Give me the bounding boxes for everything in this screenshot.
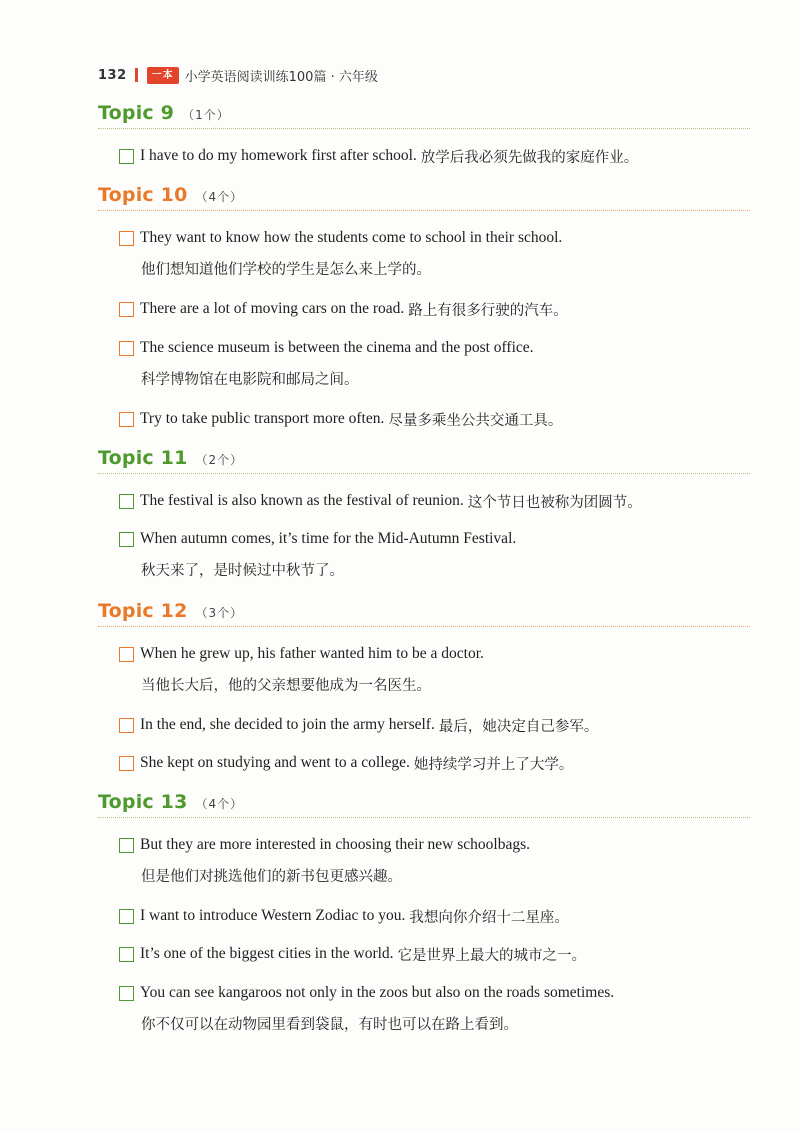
sentence-english: There are a lot of moving cars on the road.	[140, 300, 405, 317]
sentence-chinese: 他们想知道他们学校的学生是怎么来上学的。	[141, 262, 431, 278]
sentence-item	[119, 713, 739, 737]
sentence-item	[119, 407, 739, 431]
checkbox[interactable]	[119, 494, 134, 509]
brand-logo: 一本	[147, 67, 179, 84]
topic-13-heading	[98, 791, 750, 818]
sentence-english: They want to know how the students come to school in their school.	[140, 229, 563, 246]
topic-11-heading	[98, 447, 750, 474]
sentence-item	[119, 144, 739, 168]
sentence-chinese: 放学后我必须先做我的家庭作业。	[420, 149, 639, 166]
sentence-chinese: 科学博物馆在电影院和邮局之间。	[141, 372, 359, 388]
sentence-chinese: 她持续学习并上了大学。	[413, 756, 574, 773]
sentence-chinese: 秋天来了，是时候过中秋节了。	[141, 563, 344, 579]
sentence-item	[119, 489, 739, 513]
topic-count: （3个）	[195, 606, 244, 620]
sentence-chinese: 这个节日也被称为团圆节。	[467, 494, 642, 511]
sentence-english: But they are more interested in choosing their new schoolbags.	[140, 836, 530, 853]
checkbox[interactable]	[119, 532, 134, 547]
sentence-english: You can see kangaroos not only in the zoos but also on the roads sometimes.	[140, 984, 615, 1001]
sentence-english: Try to take public transport more often.	[140, 410, 385, 427]
sentence-item	[119, 226, 739, 282]
sentence-chinese: 它是世界上最大的城市之一。	[397, 947, 587, 964]
page-number: 132	[98, 67, 127, 83]
topic-title: Topic 10	[98, 184, 188, 206]
topic-count: （2个）	[195, 453, 244, 467]
page-header	[98, 64, 378, 86]
checkbox[interactable]	[119, 909, 134, 924]
sentence-english: The festival is also known as the festival of reunion.	[140, 492, 464, 509]
sentence-english: In the end, she decided to join the army herself.	[140, 716, 435, 733]
topic-9-heading	[98, 102, 750, 129]
sentence-item	[119, 527, 739, 583]
topic-title: Topic 13	[98, 791, 188, 813]
sentence-item	[119, 904, 739, 928]
sentence-chinese: 路上有很多行驶的汽车。	[408, 302, 568, 319]
checkbox[interactable]	[119, 718, 134, 733]
checkbox[interactable]	[119, 302, 134, 317]
sentence-english: When autumn comes, it’s time for the Mid-Autumn Festival.	[140, 530, 517, 547]
topic-count: （4个）	[195, 797, 244, 811]
sentence-chinese: 你不仅可以在动物园里看到袋鼠，有时也可以在路上看到。	[141, 1017, 518, 1033]
topic-title: Topic 9	[98, 102, 175, 124]
checkbox[interactable]	[119, 756, 134, 771]
sentence-item	[119, 642, 739, 698]
sentence-chinese: 最后，她决定自己参军。	[438, 718, 599, 735]
book-title: 小学英语阅读训练100篇 · 六年级	[184, 69, 378, 85]
sentence-english: When he grew up, his father wanted him to be a doctor.	[140, 645, 484, 662]
topic-10-heading	[98, 184, 750, 211]
checkbox[interactable]	[119, 838, 134, 853]
sentence-item	[119, 981, 739, 1037]
sentence-item	[119, 297, 739, 321]
sentence-english: The science museum is between the cinema and the post office.	[140, 339, 534, 356]
sentence-item	[119, 336, 739, 392]
sentence-chinese: 我想向你介绍十二星座。	[409, 909, 569, 926]
header-divider	[135, 68, 138, 82]
topic-title: Topic 12	[98, 600, 188, 622]
topic-count: （4个）	[195, 190, 244, 204]
checkbox[interactable]	[119, 149, 134, 164]
topic-title: Topic 11	[98, 447, 188, 469]
topic-count: （1个）	[182, 108, 230, 122]
sentence-item	[119, 751, 739, 775]
checkbox[interactable]	[119, 947, 134, 962]
sentence-english: She kept on studying and went to a college.	[140, 754, 410, 771]
checkbox[interactable]	[119, 412, 134, 427]
sentence-item	[119, 942, 739, 966]
sentence-english: It’s one of the biggest cities in the world.	[140, 945, 394, 962]
sentence-item	[119, 833, 739, 889]
sentence-chinese: 但是他们对挑选他们的新书包更感兴趣。	[141, 869, 402, 885]
checkbox[interactable]	[119, 231, 134, 246]
checkbox[interactable]	[119, 341, 134, 356]
sentence-english: I want to introduce Western Zodiac to you.	[140, 907, 406, 924]
sentence-chinese: 当他长大后，他的父亲想要他成为一名医生。	[141, 678, 431, 694]
sentence-english: I have to do my homework first after school.	[140, 147, 417, 164]
checkbox[interactable]	[119, 647, 134, 662]
topic-12-heading	[98, 600, 750, 627]
sentence-chinese: 尽量多乘坐公共交通工具。	[388, 412, 563, 429]
checkbox[interactable]	[119, 986, 134, 1001]
